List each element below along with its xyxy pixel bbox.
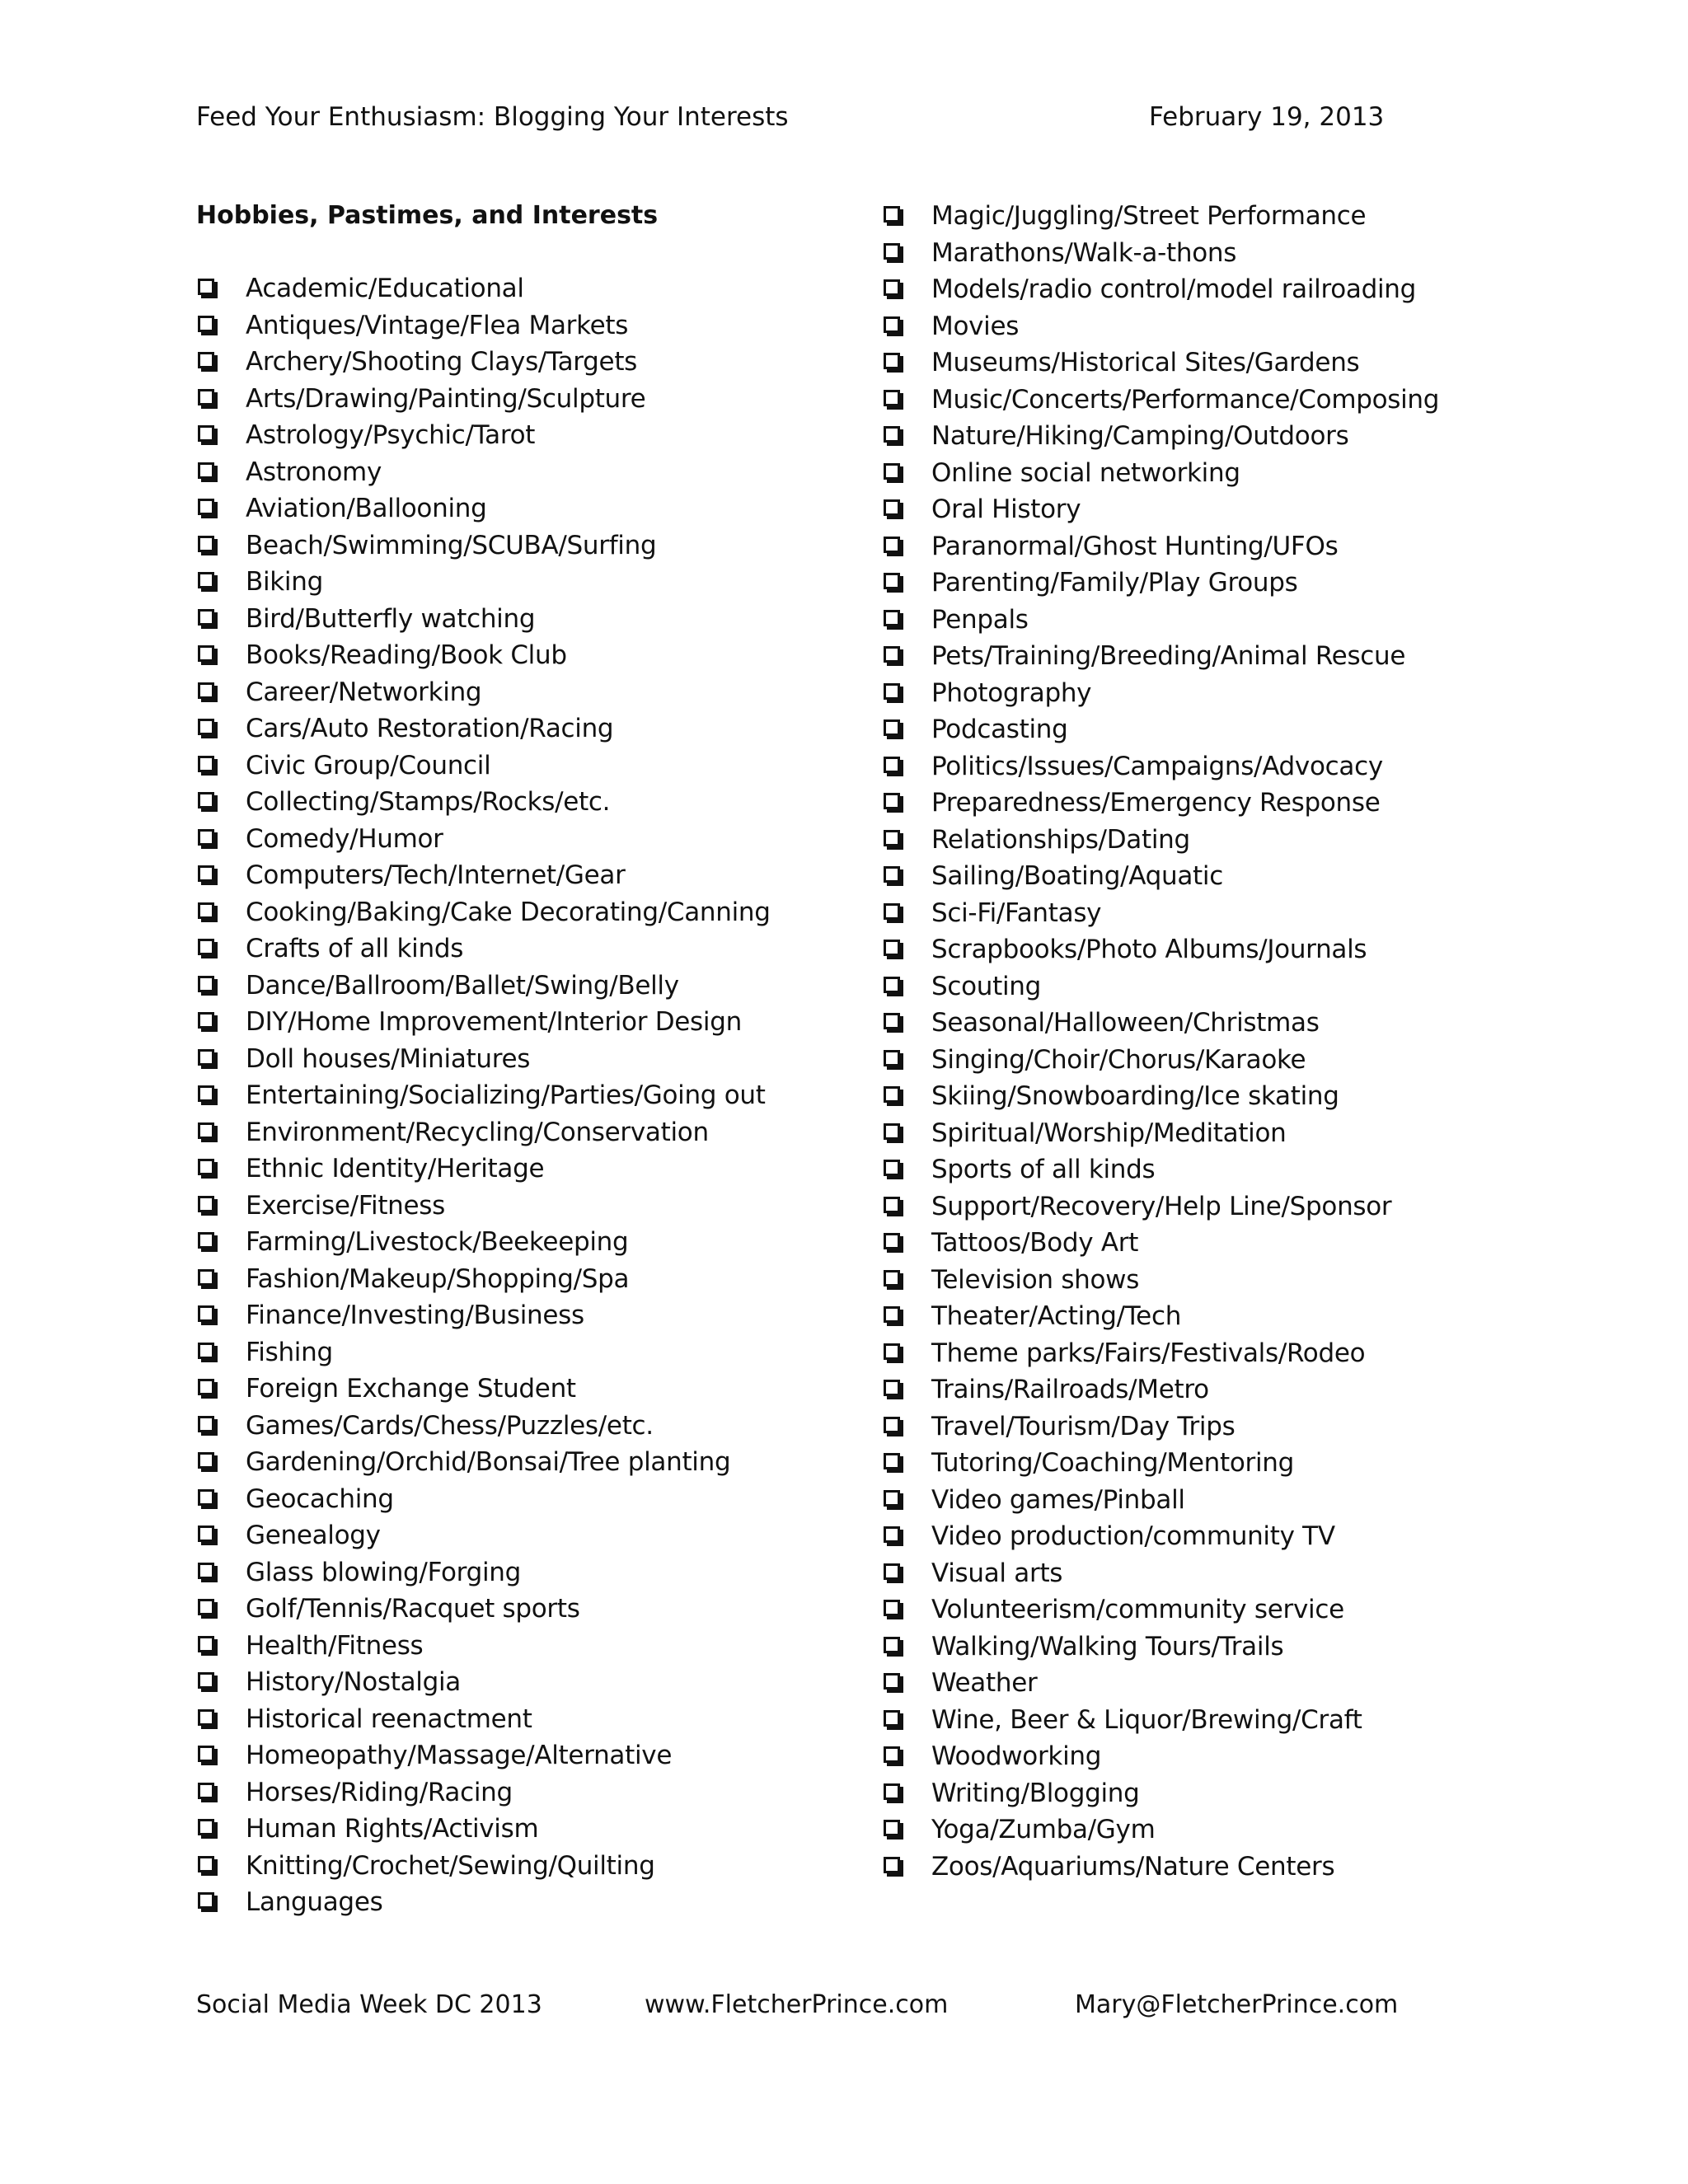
checkbox[interactable] — [198, 1305, 214, 1322]
checklist-item-label: Languages — [246, 1887, 383, 1917]
checkbox[interactable] — [884, 1417, 900, 1433]
checkbox[interactable] — [884, 1380, 900, 1396]
checklist-item-label: Music/Concerts/Performance/Composing — [931, 384, 1440, 415]
checkbox[interactable] — [884, 1343, 900, 1360]
checklist-item-label: Cars/Auto Restoration/Racing — [246, 714, 614, 743]
checklist-item-label: Online social networking — [931, 457, 1240, 488]
checkbox[interactable] — [198, 389, 214, 405]
checkbox[interactable] — [884, 243, 900, 260]
checklist-item-label: Video production/community TV — [931, 1521, 1335, 1551]
checkbox[interactable] — [884, 1637, 900, 1653]
checklist-item-label: Marathons/Walk-a-thons — [931, 237, 1237, 268]
checklist-item-label: Astronomy — [246, 457, 382, 487]
checklist-item-label: Weather — [931, 1668, 1038, 1698]
checkbox[interactable] — [198, 829, 214, 846]
checklist-item-label: Oral History — [931, 494, 1081, 524]
checkbox[interactable] — [884, 316, 900, 333]
checklist-item-label: Gardening/Orchid/Bonsai/Tree planting — [246, 1447, 731, 1477]
checklist-item-label: Theater/Acting/Tech — [931, 1301, 1182, 1331]
checkbox[interactable] — [884, 1490, 900, 1507]
checklist-item-label: Doll houses/Miniatures — [246, 1043, 531, 1074]
checkbox[interactable] — [198, 1856, 214, 1872]
checklist-item-label: Zoos/Aquariums/Nature Centers — [931, 1851, 1335, 1882]
checklist-item-label: Beach/Swimming/SCUBA/Surfing — [246, 530, 657, 560]
checkbox[interactable] — [198, 1892, 214, 1909]
checkbox[interactable] — [884, 463, 900, 480]
checklist-item-label: Glass blowing/Forging — [246, 1557, 521, 1587]
checklist-item-label: Magic/Juggling/Street Performance — [931, 201, 1367, 231]
checkbox[interactable] — [884, 390, 900, 406]
checkbox[interactable] — [884, 426, 900, 443]
footer-event: Social Media Week DC 2013 — [196, 1990, 542, 2019]
checklist-item-label: Foreign Exchange Student — [246, 1374, 576, 1404]
checkbox[interactable] — [884, 573, 900, 589]
checklist-item-label: Books/Reading/Book Club — [246, 640, 567, 670]
checklist-item-label: Crafts of all kinds — [246, 934, 464, 963]
checkbox[interactable] — [198, 352, 214, 368]
checklist-item-label: Sci-Fi/Fantasy — [931, 898, 1102, 928]
checkbox[interactable] — [198, 719, 214, 735]
checkbox[interactable] — [884, 1197, 900, 1213]
checklist-item-label: Knitting/Crochet/Sewing/Quilting — [246, 1850, 655, 1881]
checklist-item-label: Visual arts — [931, 1558, 1063, 1588]
checklist-item-label: Exercise/Fitness — [246, 1190, 446, 1221]
checkbox[interactable] — [198, 1599, 214, 1615]
checklist-item-label: History/Nostalgia — [246, 1667, 461, 1697]
checklist-item-label: Politics/Issues/Campaigns/Advocacy — [931, 751, 1383, 781]
checkbox[interactable] — [198, 1783, 214, 1799]
checkbox[interactable] — [198, 1085, 214, 1102]
checklist-item-label: Spiritual/Worship/Meditation — [931, 1118, 1287, 1148]
checkbox[interactable] — [884, 1160, 900, 1176]
checklist-item-label: Yoga/Zumba/Gym — [931, 1815, 1156, 1844]
checkbox[interactable] — [884, 499, 900, 516]
checkbox[interactable] — [198, 1416, 214, 1432]
checklist-item-label: Television shows — [931, 1264, 1140, 1295]
checkbox[interactable] — [198, 425, 214, 442]
checkbox[interactable] — [884, 1123, 900, 1140]
checklist-item-label: Volunteerism/community service — [931, 1595, 1344, 1624]
checklist-item-label: Photography — [931, 677, 1092, 708]
checkbox[interactable] — [198, 939, 214, 955]
checklist-item-label: Horses/Riding/Racing — [246, 1777, 513, 1807]
checklist-item-label: Archery/Shooting Clays/Targets — [246, 347, 638, 377]
checklist-item-label: Environment/Recycling/Conservation — [246, 1117, 709, 1147]
checkbox[interactable] — [884, 1746, 900, 1763]
checklist-item-label: Collecting/Stamps/Rocks/etc. — [246, 787, 611, 817]
checkbox[interactable] — [884, 1050, 900, 1066]
checkbox[interactable] — [884, 1306, 900, 1323]
checkbox[interactable] — [884, 1526, 900, 1543]
checkbox[interactable] — [198, 1636, 214, 1652]
checklist-item-label: Models/radio control/model railroading — [931, 274, 1417, 304]
checklist-item-label: Sailing/Boating/Aquatic — [931, 861, 1223, 891]
checklist-item-label: Paranormal/Ghost Hunting/UFOs — [931, 531, 1339, 561]
checklist-item-label: Scrapbooks/Photo Albums/Journals — [931, 935, 1367, 964]
checklist-item-label: Astrology/Psychic/Tarot — [246, 420, 536, 450]
checklist-item-label: Tutoring/Coaching/Mentoring — [931, 1448, 1294, 1478]
checklist-item-label: Homeopathy/Massage/Alternative — [246, 1741, 673, 1770]
checkbox[interactable] — [884, 1270, 900, 1286]
checklist-item-label: Games/Cards/Chess/Puzzles/etc. — [246, 1410, 654, 1441]
checklist-item-label: Golf/Tennis/Racquet sports — [246, 1594, 580, 1624]
checkbox[interactable] — [884, 940, 900, 956]
checkbox[interactable] — [198, 1746, 214, 1762]
checkbox[interactable] — [198, 1122, 214, 1139]
checkbox[interactable] — [884, 830, 900, 846]
checkbox[interactable] — [198, 1049, 214, 1066]
checkbox[interactable] — [198, 536, 214, 552]
checkbox[interactable] — [198, 976, 214, 992]
checklist-item-label: Video games/Pinball — [931, 1484, 1185, 1515]
checklist-item-label: Woodworking — [931, 1741, 1102, 1771]
checklist-item-label: Entertaining/Socializing/Parties/Going out — [246, 1080, 766, 1110]
checkbox[interactable] — [884, 757, 900, 773]
checkbox[interactable] — [198, 1489, 214, 1506]
checklist-item-label: Pets/Training/Breeding/Animal Rescue — [931, 641, 1406, 671]
checkbox[interactable] — [884, 353, 900, 369]
section-title: Hobbies, Pastimes, and Interests — [196, 201, 659, 230]
checkbox[interactable] — [198, 499, 214, 515]
checkbox[interactable] — [198, 1343, 214, 1359]
checkbox[interactable] — [884, 793, 900, 809]
checklist-item-label: Seasonal/Halloween/Christmas — [931, 1008, 1320, 1038]
checklist-item-label: Fishing — [246, 1337, 333, 1367]
checklist-item-label: Skiing/Snowboarding/Ice skating — [931, 1081, 1339, 1111]
checkbox[interactable] — [884, 1820, 900, 1836]
checkbox[interactable] — [884, 1013, 900, 1029]
checkbox[interactable] — [884, 1453, 900, 1469]
checklist-item-label: Bird/Butterfly watching — [246, 603, 536, 634]
document-date: February 19, 2013 — [1149, 102, 1385, 132]
checklist-item-label: Finance/Investing/Business — [246, 1301, 584, 1330]
checklist-item-label: Cooking/Baking/Cake Decorating/Canning — [246, 897, 771, 927]
checkbox[interactable] — [884, 537, 900, 553]
checkbox[interactable] — [198, 865, 214, 882]
checkbox[interactable] — [884, 1857, 900, 1873]
checkbox[interactable] — [884, 866, 900, 883]
checklist-item-label: Singing/Choir/Chorus/Karaoke — [931, 1044, 1306, 1075]
checkbox[interactable] — [884, 1233, 900, 1249]
checklist-item-label: Nature/Hiking/Camping/Outdoors — [931, 421, 1349, 451]
checklist-item-label: Academic/Educational — [246, 274, 524, 303]
checkbox[interactable] — [198, 316, 214, 332]
checklist-item-label: Fashion/Makeup/Shopping/Spa — [246, 1263, 630, 1294]
checkbox[interactable] — [884, 1673, 900, 1690]
checklist-item-label: Walking/Walking Tours/Trails — [931, 1631, 1284, 1661]
checkbox[interactable] — [198, 1196, 214, 1212]
checkbox[interactable] — [198, 1819, 214, 1835]
checklist-item-label: Farming/Livestock/Beekeeping — [246, 1227, 629, 1257]
checkbox[interactable] — [884, 610, 900, 626]
checkbox[interactable] — [884, 279, 900, 296]
checklist-item-label: Relationships/Dating — [931, 824, 1190, 855]
checklist-item-label: Podcasting — [931, 715, 1068, 744]
checklist-item-label: Theme parks/Fairs/Festivals/Rodeo — [931, 1338, 1366, 1368]
checklist-item-label: Career/Networking — [246, 677, 482, 707]
checklist-item-label: Genealogy — [246, 1521, 381, 1550]
checklist-item-label: Parenting/Family/Play Groups — [931, 568, 1298, 598]
footer-email: Mary@FletcherPrince.com — [1075, 1990, 1399, 2019]
checklist-item-label: Antiques/Vintage/Flea Markets — [246, 310, 629, 340]
checklist-item-label: Arts/Drawing/Painting/Sculpture — [246, 383, 646, 414]
checklist-item-label: Movies — [931, 311, 1020, 341]
checklist-item-label: Historical reenactment — [246, 1704, 532, 1734]
checkbox[interactable] — [198, 1526, 214, 1542]
checklist-item-label: Ethnic Identity/Heritage — [246, 1154, 545, 1183]
checkbox[interactable] — [884, 646, 900, 663]
checklist-item-label: Support/Recovery/Help Line/Sponsor — [931, 1191, 1392, 1221]
checkbox[interactable] — [198, 462, 214, 479]
checkbox[interactable] — [884, 1600, 900, 1616]
checklist-item-label: Travel/Tourism/Day Trips — [931, 1411, 1236, 1441]
checklist-item-label: Sports of all kinds — [931, 1155, 1156, 1184]
checklist-item-label: Museums/Historical Sites/Gardens — [931, 348, 1360, 377]
checkbox[interactable] — [884, 1783, 900, 1800]
checklist-item-label: Preparedness/Emergency Response — [931, 788, 1381, 818]
checklist-item-label: Biking — [246, 567, 323, 597]
checkbox[interactable] — [198, 792, 214, 808]
checklist-item-label: DIY/Home Improvement/Interior Design — [246, 1007, 742, 1037]
checkbox[interactable] — [198, 1232, 214, 1249]
checkbox[interactable] — [884, 1563, 900, 1580]
checklist-item-label: Geocaching — [246, 1483, 394, 1514]
checkbox[interactable] — [198, 1563, 214, 1579]
checkbox[interactable] — [198, 572, 214, 588]
checkbox[interactable] — [198, 609, 214, 626]
checkbox[interactable] — [198, 682, 214, 699]
footer-website: www.FletcherPrince.com — [645, 1990, 949, 2019]
checklist-item-label: Civic Group/Council — [246, 750, 491, 780]
checkbox[interactable] — [198, 1159, 214, 1175]
checkbox[interactable] — [884, 683, 900, 700]
checklist-item-label: Wine, Beer & Liquor/Brewing/Craft — [931, 1704, 1362, 1735]
checkbox[interactable] — [198, 902, 214, 919]
checkbox[interactable] — [884, 206, 900, 223]
checkbox[interactable] — [884, 1086, 900, 1103]
checkbox[interactable] — [198, 1379, 214, 1395]
checkbox[interactable] — [884, 903, 900, 920]
checklist-item-label: Health/Fitness — [246, 1630, 424, 1661]
checklist-item-label: Comedy/Humor — [246, 823, 443, 854]
checklist-item-label: Penpals — [931, 604, 1029, 635]
checklist-item-label: Dance/Ballroom/Ballet/Swing/Belly — [246, 970, 679, 1001]
checkbox[interactable] — [198, 1012, 214, 1029]
checklist-item-label: Computers/Tech/Internet/Gear — [246, 860, 626, 890]
checkbox[interactable] — [198, 756, 214, 772]
checkbox[interactable] — [198, 645, 214, 662]
checkbox[interactable] — [198, 279, 214, 295]
checklist-item-label: Writing/Blogging — [931, 1778, 1140, 1808]
checklist-item-label: Tattoos/Body Art — [931, 1228, 1139, 1258]
checklist-item-label: Trains/Railroads/Metro — [931, 1375, 1209, 1404]
checklist-item-label: Scouting — [931, 971, 1042, 1001]
checkbox[interactable] — [884, 1710, 900, 1727]
checkbox[interactable] — [884, 977, 900, 993]
checklist-item-label: Aviation/Ballooning — [246, 494, 487, 523]
checkbox[interactable] — [198, 1709, 214, 1726]
checkbox[interactable] — [198, 1672, 214, 1689]
document-title: Feed Your Enthusiasm: Blogging Your Interests — [196, 102, 789, 132]
checkbox[interactable] — [198, 1269, 214, 1286]
checkbox[interactable] — [884, 719, 900, 736]
checkbox[interactable] — [198, 1452, 214, 1469]
checklist-item-label: Human Rights/Activism — [246, 1814, 539, 1844]
